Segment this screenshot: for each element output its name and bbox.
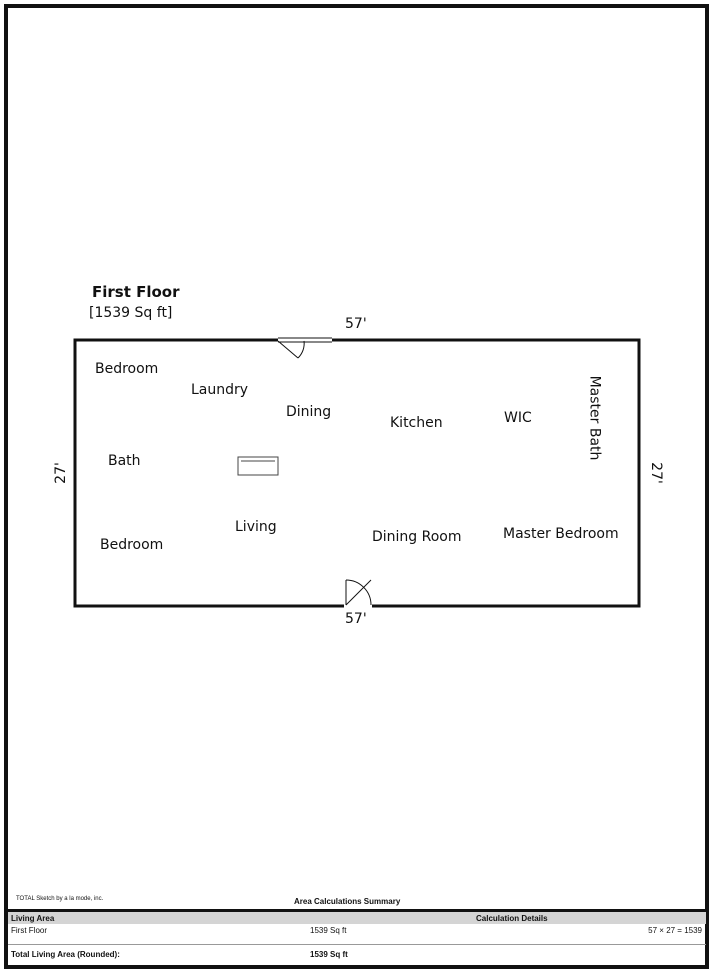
total-value: 1539 Sq ft	[310, 950, 348, 959]
floor-title: First Floor	[92, 283, 180, 301]
table-total-row	[8, 944, 706, 962]
room-dining: Dining	[286, 404, 332, 420]
room-laundry: Laundry	[191, 382, 249, 398]
room-dining-room: Dining Room	[372, 529, 462, 545]
table-header	[8, 912, 706, 924]
dimension-bottom: 57'	[345, 611, 367, 627]
area-calculation-table	[8, 909, 706, 962]
room-bedroom-1: Bedroom	[95, 361, 159, 377]
row-floor-name: First Floor	[11, 926, 47, 935]
room-living: Living	[235, 519, 277, 535]
room-kitchen: Kitchen	[390, 415, 443, 431]
dimension-left: 27'	[52, 462, 69, 484]
room-master-bedroom: Master Bedroom	[503, 526, 619, 542]
row-calculation: 57 × 27 = 1539	[648, 926, 702, 935]
row-floor-area: 1539 Sq ft	[310, 926, 347, 935]
room-wic: WIC	[504, 410, 532, 426]
rear-door-icon	[344, 580, 372, 609]
summary-title: Area Calculations Summary	[294, 897, 401, 906]
front-door-icon	[278, 337, 332, 358]
total-label: Total Living Area (Rounded):	[11, 950, 120, 959]
room-bedroom-2: Bedroom	[100, 537, 164, 553]
header-calculation-details: Calculation Details	[476, 914, 548, 923]
exterior-wall	[75, 340, 639, 606]
header-living-area: Living Area	[11, 914, 55, 923]
table-row	[8, 924, 706, 938]
floor-area: [1539 Sq ft]	[89, 305, 173, 321]
room-master-bath: Master Bath	[586, 375, 603, 461]
room-bath: Bath	[108, 453, 141, 469]
dimension-right: 27'	[647, 462, 664, 484]
dimension-top: 57'	[345, 316, 367, 332]
software-credit: TOTAL Sketch by a la mode, inc.	[16, 896, 104, 902]
fixture-icon	[238, 457, 278, 475]
